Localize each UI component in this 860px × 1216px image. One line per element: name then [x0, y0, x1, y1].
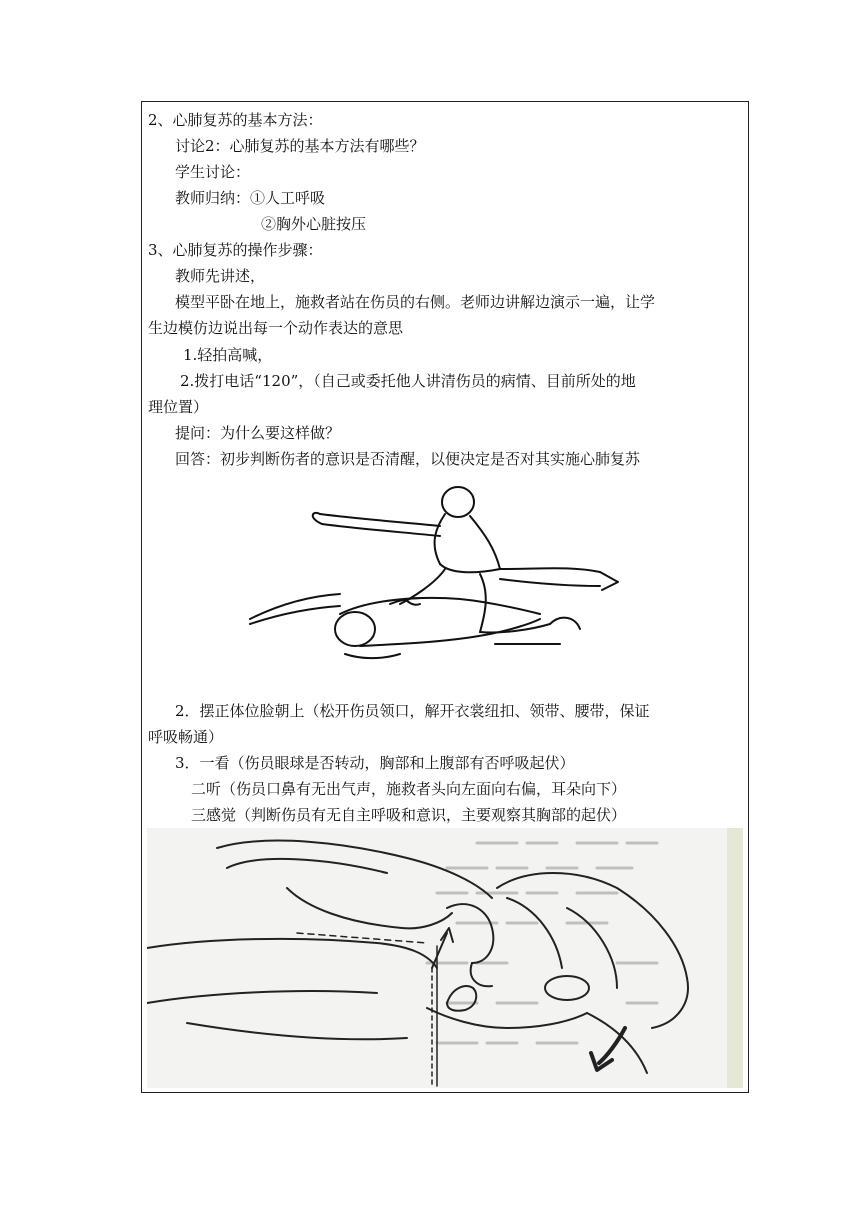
section-heading-methods: 2、心肺复苏的基本方法： — [148, 111, 323, 129]
tap-and-shout-illustration — [240, 474, 640, 674]
teacher-lecture: 教师先讲述， — [175, 267, 266, 285]
step-call-120-cont: 理位置） — [148, 398, 209, 416]
step-position: 2．摆正体位脸朝上（松开伤员领口，解开衣裳纽扣、领带、腰带，保证 — [175, 702, 650, 720]
teacher-summary-item-2: ②胸外心脏按压 — [261, 215, 367, 233]
demo-description-2: 生边模仿边说出每一个动作表达的意思 — [148, 319, 404, 337]
step-tap-shout: 1.轻拍高喊， — [183, 346, 273, 364]
demo-description-1: 模型平卧在地上，施救者站在伤员的右侧。老师边讲解边演示一遍，让学 — [175, 293, 656, 311]
discussion-question: 讨论2：心肺复苏的基本方法有哪些？ — [175, 137, 425, 155]
answer: 回答：初步判断伤者的意识是否清醒，以便决定是否对其实施心肺复苏 — [175, 450, 641, 468]
step-position-cont: 呼吸畅通） — [148, 728, 224, 746]
step-call-120: 2.拨打电话“120”，（自己或委托他人讲清伤员的病情、目前所处的地 — [180, 372, 636, 390]
step-look: 3．一看（伤员眼球是否转动，胸部和上腹部有否呼吸起伏） — [175, 754, 575, 772]
step-listen: 二听（伤员口鼻有无出气声，施救者头向左面向右偏，耳朵向下） — [191, 780, 627, 798]
teacher-summary: 教师归纳：①人工呼吸 — [175, 189, 326, 207]
look-listen-feel-illustration — [147, 828, 743, 1088]
student-discussion: 学生讨论： — [175, 163, 251, 181]
question: 提问：为什么要这样做？ — [175, 424, 341, 442]
step-feel: 三感觉（判断伤员有无自主呼吸和意识，主要观察其胸部的起伏） — [191, 806, 627, 824]
section-heading-steps: 3、心肺复苏的操作步骤： — [148, 241, 323, 259]
